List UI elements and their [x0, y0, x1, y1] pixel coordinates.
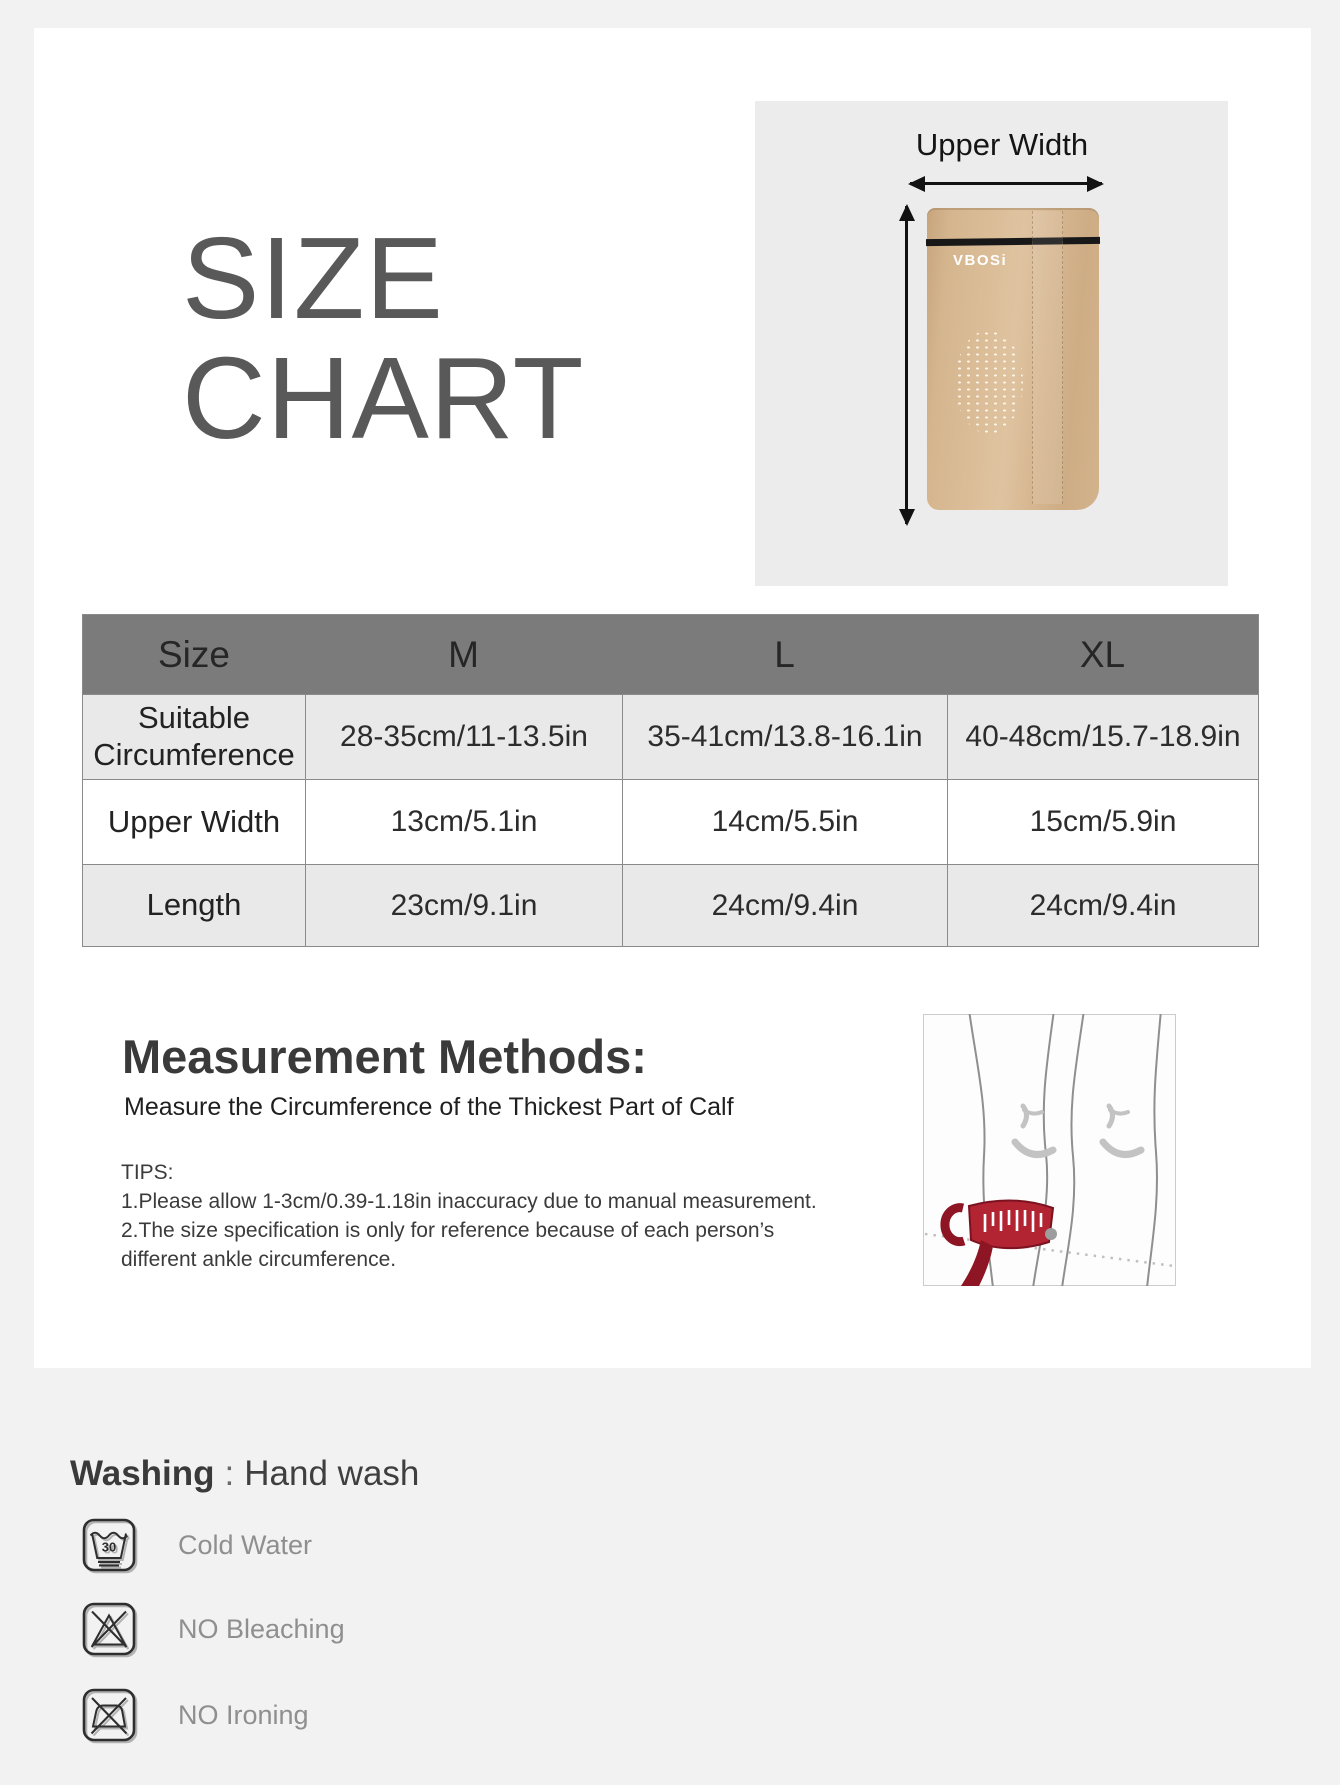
- table-cell: 23cm/9.1in: [305, 864, 622, 946]
- table-row-label-upper-width: Upper Width: [83, 779, 305, 864]
- calf-measurement-image: [923, 1014, 1176, 1286]
- washing-item-cold-water: [82, 1518, 312, 1572]
- washing-item-no-bleaching: [82, 1602, 345, 1656]
- page-title-line2: CHART: [182, 333, 585, 463]
- table-row-label-circumference: Suitable Circumference: [83, 694, 305, 779]
- tip-line: different ankle circumference.: [121, 1248, 397, 1271]
- tip-line: 1.Please allow 1-3cm/0.39-1.18in inaccuracy due to manual measurement.: [121, 1190, 817, 1213]
- washing-item-label: Cold Water: [178, 1529, 313, 1560]
- wash-30-icon: [82, 1518, 136, 1572]
- page-title-line1: SIZE: [182, 213, 444, 343]
- measurement-heading: Measurement Methods:: [122, 1030, 647, 1083]
- table-header-l: L: [622, 615, 947, 694]
- table-header-size: Size: [83, 615, 305, 694]
- page-title: [182, 213, 585, 463]
- brand-logo: VBOSi: [953, 252, 1008, 269]
- table-cell: 13cm/5.1in: [305, 779, 622, 864]
- tip-line: 2.The size specification is only for reference because of each person’s: [121, 1219, 775, 1242]
- washing-item-label: NO Bleaching: [178, 1613, 345, 1644]
- horizontal-double-arrow-icon: [910, 182, 1102, 185]
- measurement-subheading: Measure the Circumference of the Thickest Part of Calf: [124, 1093, 734, 1121]
- table-row-label-length: Length: [83, 864, 305, 946]
- table-cell: 28-35cm/11-13.5in: [305, 694, 622, 779]
- washing-item-label: NO Ironing: [178, 1699, 309, 1730]
- measurement-tips: [121, 1158, 817, 1274]
- table-cell: 24cm/9.4in: [622, 864, 947, 946]
- calf-sleeve-image: [927, 208, 1099, 510]
- table-header-m: M: [305, 615, 622, 694]
- washing-method: Hand wash: [244, 1454, 420, 1493]
- washing-title: [70, 1454, 419, 1494]
- sleeve-top-band: [926, 237, 1100, 246]
- washing-item-no-ironing: [82, 1688, 309, 1742]
- table-cell: 14cm/5.5in: [622, 779, 947, 864]
- table-header-xl: XL: [947, 615, 1258, 694]
- sleeve-texture-dots: [955, 330, 1023, 434]
- washing-title-separator: :: [224, 1454, 235, 1493]
- sleeve-seam: [1032, 211, 1063, 504]
- table-cell: 15cm/5.9in: [947, 779, 1258, 864]
- wash-temperature-label: 30: [101, 1539, 117, 1555]
- upper-width-label: Upper Width: [915, 127, 1089, 162]
- size-table: [82, 614, 1259, 947]
- no-bleach-icon: [82, 1602, 136, 1656]
- tips-title: TIPS:: [121, 1161, 174, 1184]
- table-cell: 40-48cm/15.7-18.9in: [947, 694, 1258, 779]
- no-iron-icon: [82, 1688, 136, 1742]
- vertical-double-arrow-icon: [905, 206, 908, 524]
- table-cell: 35-41cm/13.8-16.1in: [622, 694, 947, 779]
- washing-title-word: Washing: [70, 1454, 215, 1493]
- table-cell: 24cm/9.4in: [947, 864, 1258, 946]
- product-diagram: [755, 101, 1228, 586]
